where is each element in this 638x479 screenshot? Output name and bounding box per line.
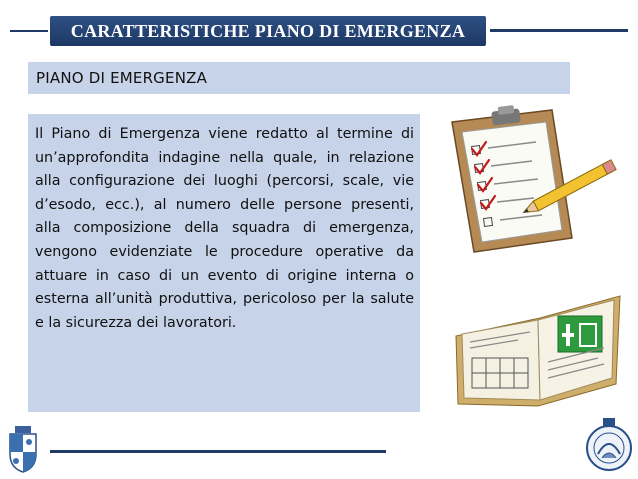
- slide-title: CARATTERISTICHE PIANO DI EMERGENZA: [50, 16, 486, 46]
- title-rule-right: [490, 29, 628, 32]
- title-rule-left: [10, 30, 48, 32]
- emergency-plan-manual-illustration: [448, 266, 624, 412]
- clipboard-checklist-illustration: [432, 104, 632, 256]
- circular-seal-icon: [584, 414, 634, 476]
- section-heading: PIANO DI EMERGENZA: [36, 69, 208, 87]
- coat-of-arms-icon: [6, 424, 40, 474]
- title-band: [0, 14, 638, 44]
- section-header: [28, 62, 570, 94]
- footer-rule: [50, 450, 386, 453]
- body-text-panel: [28, 114, 420, 412]
- body-text: Il Piano di Emergenza viene redatto al termine di un’approfondita indagine nella quale, in relazione alla configurazione dei luoghi (percorsi, scale, vie d’esodo, ecc.), al numero delle persone presenti, alla composizione della squadra di emergenza, vengono evidenziate le procedure operative da attuare in caso di un evento di origine interna o esterna all’unità produttiva, pericoloso per la salute e la sicurezza dei lavoratori.: [35, 126, 414, 331]
